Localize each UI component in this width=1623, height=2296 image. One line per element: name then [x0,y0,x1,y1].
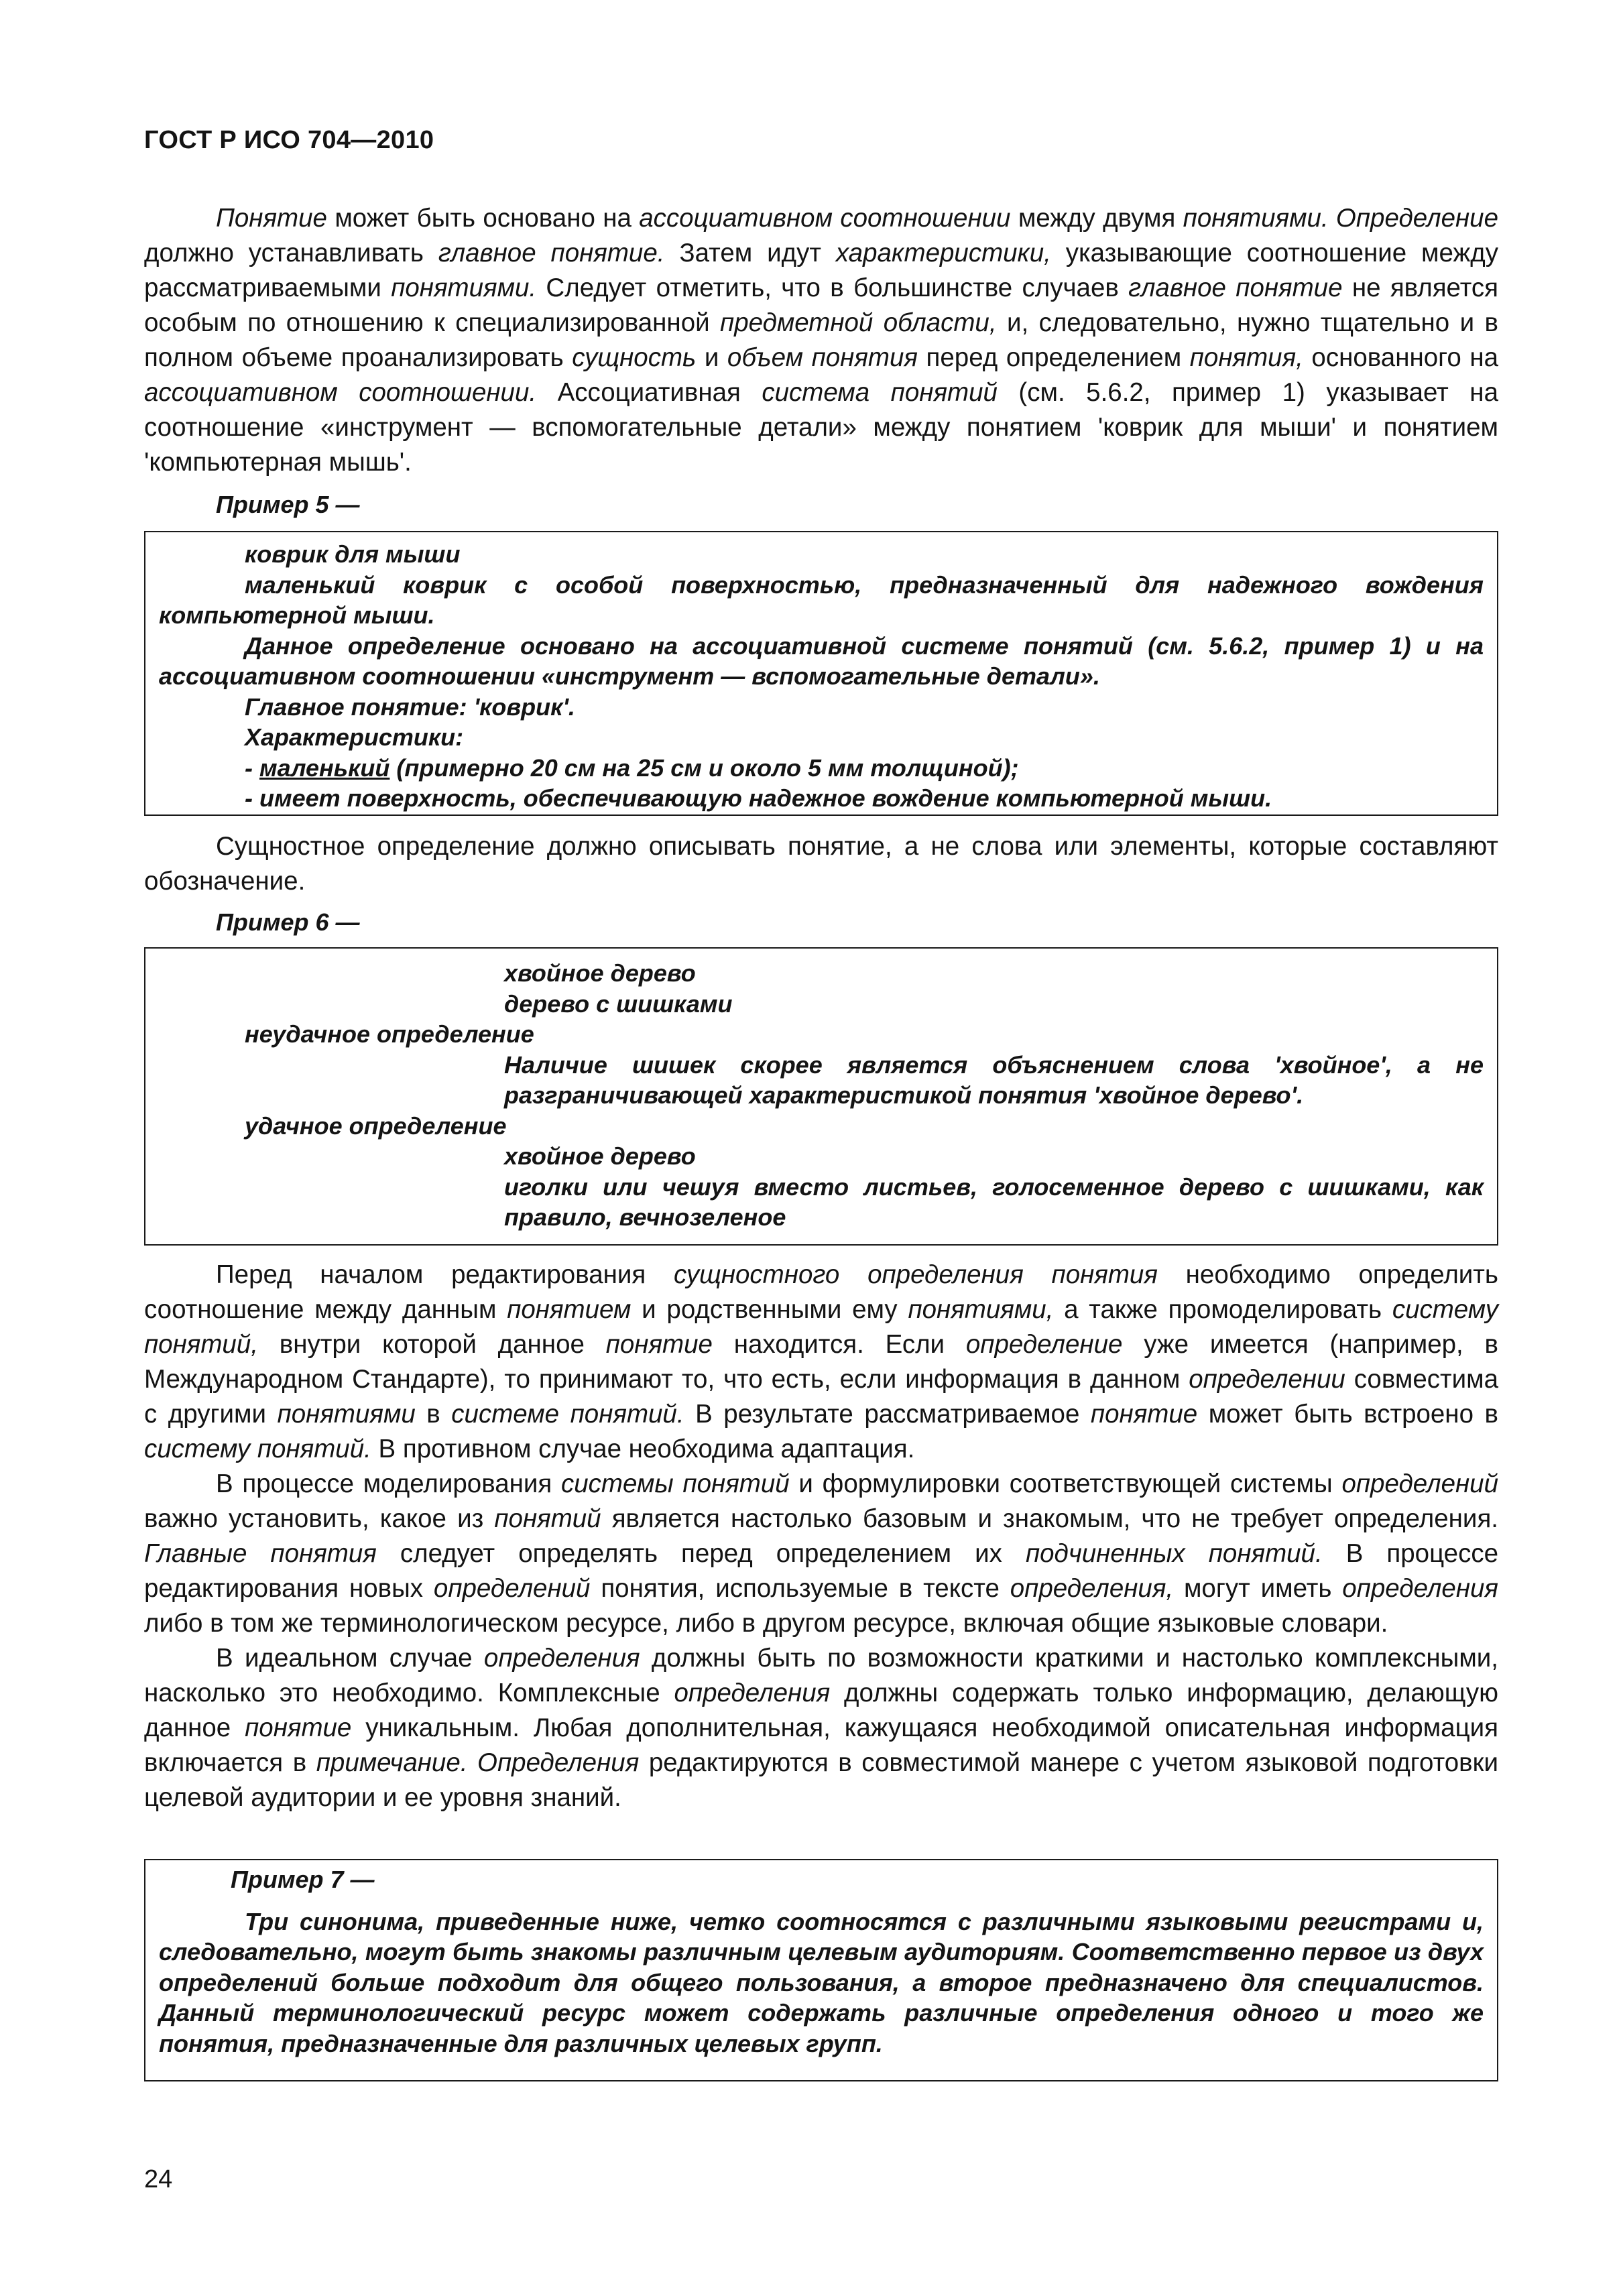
example5-box [144,531,1498,816]
example6-def1: дерево с шишками [504,989,733,1018]
example5-characteristics-label: Характеристики: [245,723,464,751]
example7-box [144,1859,1498,2081]
para3: Перед началом редактирования сущностного определения понятия необходимо определить соотношение между данным понятием и родственными ему понятиями, а также промоделировать систему понятий, внутри которой данное понятие находится. Если определение уже имеется (например, в Международном Стандарте), то принимают то, что есть, если информация в данном определении совместима с другими понятиями в системе понятий. В результате рассматриваемое понятие может быть встроено в систему понятий. В противном случае необходима адаптация. [144,1260,1499,1463]
char1-prefix: - [245,753,259,782]
example5-characteristic-1 [245,753,1484,784]
example6-good-label: удачное определение [245,1111,507,1140]
example5-definition: маленький коврик с особой поверхностью, предназначенный для надежного вождения компьютерной мыши. [159,570,1484,629]
para2: Сущностное определение должно описывать понятие, а не слова или элементы, которые составляют обозначение. [144,832,1498,896]
body-section [144,1258,1498,1815]
intro-paragraph: Понятие может быть основано на ассоциативном соотношении между двумя понятиями. Определение должно устанавливать главное понятие. Затем идут характеристики, указывающие соотношение между рассматриваемыми понятиями. Следует отметить, что в большинстве случаев главное понятие не является особым по отношению к специализированной предметной области, и, следовательно, нужно тщательно и в полном объеме проанализировать сущность и объем понятия перед определением понятия, основанного на ассоциативном соотношении. Ассоциативная система понятий (см. 5.6.2, пример 1) указывает на соотношение «инструмент — вспомогательные детали» между понятием 'коврик для мыши' и понятием 'компьютерная мышь'. [144,204,1499,477]
example6-box [144,947,1498,1246]
para2-section [144,829,1498,899]
example6-def2: иголки или чешуя вместо листьев, голосеменное дерево с шишками, как правило, вечнозеленое [504,1172,1484,1231]
example5-label-row [144,487,1498,522]
example7-label: Пример 7 — [231,1866,375,1893]
document-header: ГОСТ Р ИСО 704—2010 [144,126,434,154]
example5-basis: Данное определение основано на ассоциативной системе понятий (см. 5.6.2, пример 1) и на ассоциативном соотношении «инструмент — вспомогательные детали». [159,631,1484,690]
intro-section [144,201,1498,480]
example5-characteristic-2: - имеет поверхность, обеспечивающую надежное вождение компьютерной мыши. [245,784,1272,812]
example6-label-row [144,905,1498,940]
example6-bad-explanation: Наличие шишек скорее является объяснением слова 'хвойное', а не разграничивающей характеристикой понятия 'хвойное дерево'. [504,1050,1484,1109]
example6-bad-label: неудачное определение [245,1020,534,1048]
example6-term2: хвойное дерево [504,1142,696,1170]
example7-text: Три синонима, приведенные ниже, четко соотносятся с различными языковыми регистрами и, следовательно, могут быть знакомы различным целевым аудиториям. Соответственно первое из двух определений больше подходит для общего пользования, а второе предназначено для специалистов. Данный терминологический ресурс может содержать различные определения одного и того же понятия, предназначенные для различных целевых групп. [159,1907,1484,2057]
char1-rest: (примерно 20 см на 25 см и около 5 мм толщиной); [389,753,1019,782]
example5-term: коврик для мыши [245,540,461,568]
example6-term1: хвойное дерево [504,959,696,987]
char1-underlined: маленький [259,753,390,782]
example5-label: Пример 5 — [216,491,360,518]
example5-main-concept: Главное понятие: 'коврик'. [245,692,575,721]
example6-label: Пример 6 — [216,908,360,936]
para4: В процессе моделирования системы понятий и формулировки соответствующей системы определений важно установить, какое из понятий является настолько базовым и знакомым, что не требует определения. Главные понятия следует определять перед определением их подчиненных понятий. В процессе редактирования новых определений понятия, используемые в тексте определения, могут иметь определения либо в том же терминологическом ресурсе, либо в другом ресурсе, включая общие языковые словари. [144,1469,1499,1638]
para5: В идеальном случае определения должны быть по возможности краткими и настолько комплексными, насколько это необходимо. Комплексные определения должны содержать только информацию, делающую данное понятие уникальным. Любая дополнительная, кажущаяся необходимой описательная информация включается в примечание. Определения редактируются в совместимой манере с учетом языковой подготовки целевой аудитории и ее уровня знаний. [144,1644,1499,1812]
page-number: 24 [144,2165,173,2193]
